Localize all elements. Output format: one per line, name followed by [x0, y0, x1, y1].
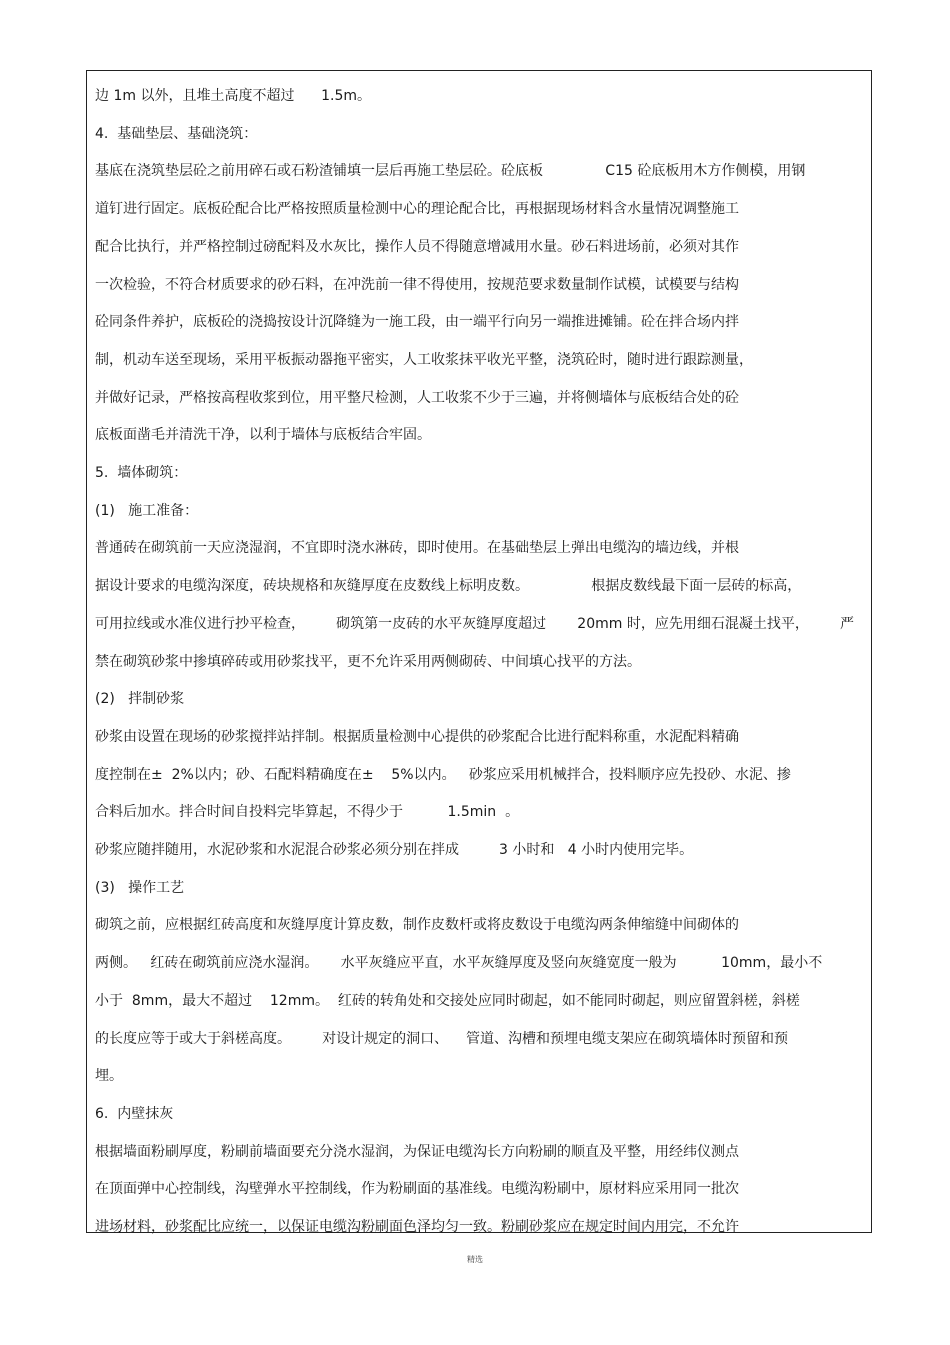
text-line: 基底在浇筑垫层砼之前用碎石或石粉渣铺填一层后再施工垫层砼。砼底板 C15 砼底板用木方作侧模，用钢: [95, 163, 806, 180]
text-line: 道钉进行固定。底板砼配合比严格按照质量检测中心的理论配合比，再根据现场材料含水量情况调整施工: [95, 201, 739, 218]
text-line: 埋。: [95, 1068, 123, 1085]
text-line: 据设计要求的电缆沟深度，砖块规格和灰缝厚度在皮数线上标明皮数。 根据皮数线最下面一层砖的标高，: [95, 578, 802, 595]
text-line: 4. 基础垫层、基础浇筑：: [95, 125, 258, 142]
text-line: 5. 墙体砌筑：: [95, 465, 188, 481]
text-line: 边 1m 以外，且堆土高度不超过 1.5m。: [95, 88, 372, 104]
text-line: (1) 施工准备：: [95, 502, 199, 519]
text-line: 制，机动车送至现场，采用平板振动器拖平密实，人工收浆抹平收光平整，浇筑砼时，随时进行跟踪测量，: [95, 351, 753, 368]
text-line: 底板面凿毛并清洗干净，以利于墙体与底板结合牢固。: [95, 427, 431, 444]
text-line: 小于 8mm，最大不超过 12mm。 红砖的转角处和交接处应同时砌起，如不能同时砌起，则应留置斜槎，斜槎: [95, 992, 800, 1009]
text-line: 的长度应等于或大于斜槎高度。 对设计规定的洞口、 管道、沟槽和预埋电缆支架应在砌筑墙体时预留和预: [95, 1030, 788, 1047]
text-line: 并做好记录，严格按高程收浆到位，用平整尺检测，人工收浆不少于三遍，并将侧墙体与底板结合处的砼: [95, 389, 739, 406]
text-line: 可用拉线或水准仪进行抄平检查， 砌筑第一皮砖的水平灰缝厚度超过 20mm 时，应先用细石混凝土找平， 严: [95, 615, 854, 632]
text-line: 砼同条件养护，底板砼的浇捣按设计沉降缝为一施工段，由一端平行向另一端推进摊铺。砼在拌合场内拌: [95, 314, 739, 331]
text-line: 度控制在± 2%以内；砂、石配料精确度在± 5%以内。 砂浆应采用机械拌合，投料顺序应先投砂、水泥、掺: [95, 766, 791, 783]
text-line: 两侧。 红砖在砌筑前应浇水湿润。 水平灰缝应平直，水平灰缝厚度及竖向灰缝宽度一般为 10mm，最小不: [95, 955, 823, 972]
text-line: 在顶面弹中心控制线，沟壁弹水平控制线，作为粉刷面的基准线。电缆沟粉刷中，原材料应采用同一批次: [95, 1181, 739, 1198]
text-line: 进场材料，砂浆配比应统一，以保证电缆沟粉刷面色泽均匀一致。粉刷砂浆应在规定时间内用完，不允许: [95, 1219, 739, 1235]
text-line: (3) 操作工艺: [95, 879, 185, 896]
text-line: 配合比执行，并严格控制过磅配料及水灰比，操作人员不得随意增减用水量。砂石料进场前，必须对其作: [95, 238, 739, 255]
text-line: 普通砖在砌筑前一天应浇湿润，不宜即时浇水淋砖，即时使用。在基础垫层上弹出电缆沟的墙边线，并根: [95, 540, 739, 557]
text-line: 砌筑之前，应根据红砖高度和灰缝厚度计算皮数，制作皮数杆或将皮数设于电缆沟两条伸缩缝中间砌体的: [95, 917, 739, 934]
text-line: 根据墙面粉刷厚度，粉刷前墙面要充分浇水湿润，为保证电缆沟长方向粉刷的顺直及平整，用经纬仪测点: [95, 1143, 739, 1160]
text-line: (2) 拌制砂浆: [95, 691, 185, 708]
text-line: 合料后加水。拌合时间自投料完毕算起，不得少于 1.5min 。: [95, 804, 520, 821]
text-line: 砂浆应随拌随用，水泥砂浆和水泥混合砂浆必须分别在拌成 3 小时和 4 小时内使用完毕。: [95, 842, 694, 858]
text-line: 一次检验，不符合材质要求的砂石料，在冲洗前一律不得使用，按规范要求数量制作试模，试模要与结构: [95, 276, 739, 293]
text-line: 禁在砌筑砂浆中掺填碎砖或用砂浆找平，更不允许采用两侧砌砖、中间填心找平的方法。: [95, 653, 641, 670]
text-line: 砂浆由设置在现场的砂浆搅拌站拌制。根据质量检测中心提供的砂浆配合比进行配料称重，水泥配料精确: [95, 728, 739, 745]
text-line: 6. 内壁抹灰: [95, 1105, 174, 1122]
page-footer: 精选: [467, 1255, 483, 1264]
